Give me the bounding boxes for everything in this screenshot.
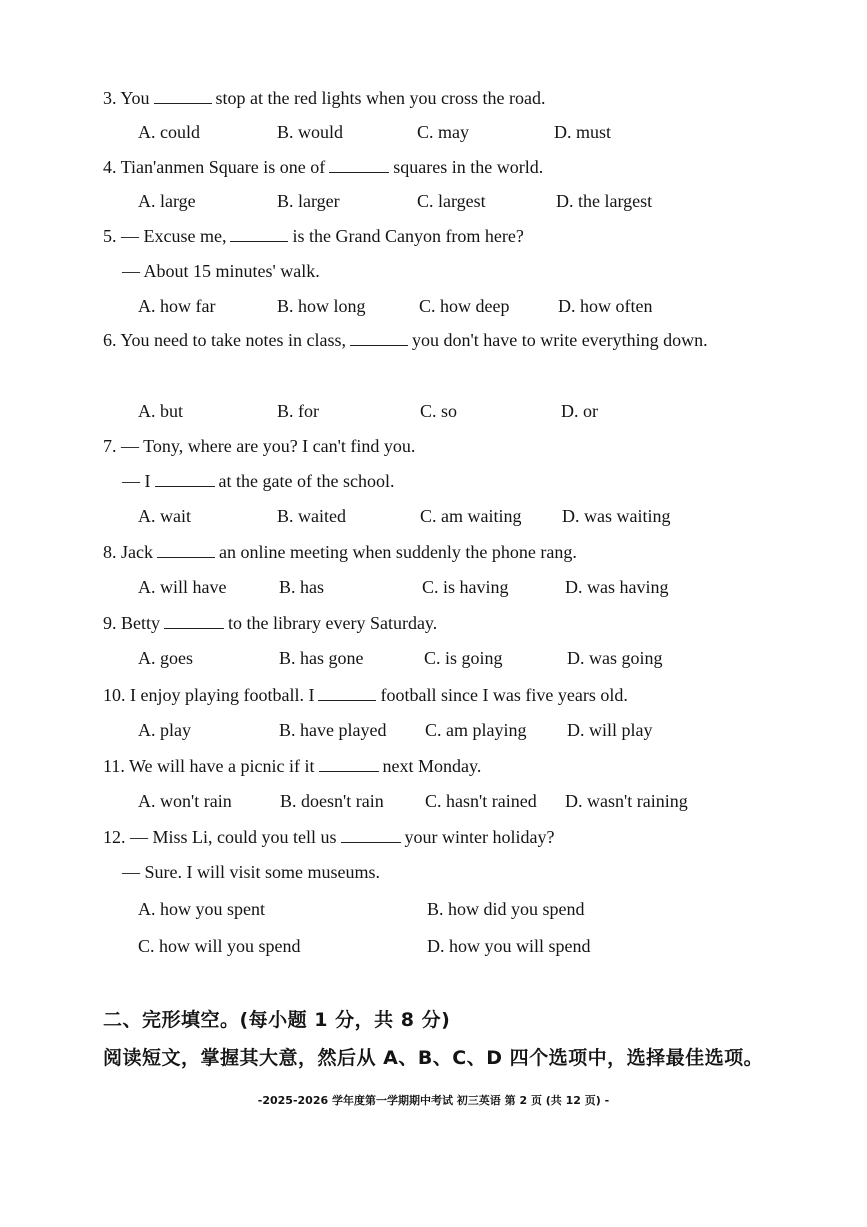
option-c: C. am playing <box>425 720 527 740</box>
options-12-row2 <box>138 936 758 960</box>
option-b: B. have played <box>279 720 387 740</box>
options-9 <box>138 648 758 672</box>
option-c: C. is having <box>422 577 509 597</box>
option-a: A. won't rain <box>138 791 232 811</box>
options-7 <box>138 506 758 530</box>
answer-blank <box>230 227 288 242</box>
option-b: B. larger <box>277 191 340 211</box>
option-a: A. goes <box>138 648 193 668</box>
option-d: D. the largest <box>556 191 653 211</box>
answer-blank <box>154 89 212 104</box>
option-d: D. must <box>554 122 612 142</box>
dialogue-answer: — About 15 minutes' walk. <box>122 261 320 281</box>
answer-blank <box>341 828 401 843</box>
question-12 <box>103 827 554 848</box>
answer-blank <box>329 158 389 173</box>
question-stem: 12. — Miss Li, could you tell us <box>103 827 337 847</box>
options-12-row1 <box>138 899 758 923</box>
question-4 <box>103 157 543 178</box>
option-d: D. was having <box>565 577 669 597</box>
option-d: D. how you will spend <box>427 936 591 956</box>
option-a: A. large <box>138 191 196 211</box>
dialogue-answer <box>122 471 394 492</box>
question-stem-end: your winter holiday? <box>404 827 555 847</box>
answer-blank <box>350 331 408 346</box>
question-stem-end: squares in the world. <box>393 157 544 177</box>
option-c: C. hasn't rained <box>425 791 537 811</box>
option-d: D. was waiting <box>562 506 671 526</box>
answer-blank <box>319 757 379 772</box>
options-5 <box>138 296 758 320</box>
question-stem: 5. — Excuse me, <box>103 226 227 246</box>
option-b: B. waited <box>277 506 346 526</box>
option-c: C. how deep <box>419 296 510 316</box>
options-10 <box>138 720 758 744</box>
option-a: A. how you spent <box>138 899 265 919</box>
question-stem: 3. You <box>103 88 150 108</box>
question-stem: 8. Jack <box>103 542 153 562</box>
question-10 <box>103 685 628 706</box>
question-stem-end: is the Grand Canyon from here? <box>292 226 524 246</box>
options-6 <box>138 401 758 425</box>
option-c: C. may <box>417 122 469 142</box>
question-6 <box>103 323 773 358</box>
question-8 <box>103 542 577 563</box>
question-stem-end: an online meeting when suddenly the phone rang. <box>218 542 577 562</box>
option-c: C. how will you spend <box>138 936 301 956</box>
dialogue-answer: — Sure. I will visit some museums. <box>122 862 380 882</box>
question-stem-end: football since I was five years old. <box>380 685 628 705</box>
question-stem: 11. We will have a picnic if it <box>103 756 315 776</box>
question-stem: 7. — Tony, where are you? I can't find you. <box>103 436 416 456</box>
question-3 <box>103 88 545 109</box>
options-11 <box>138 791 758 815</box>
options-4 <box>138 191 758 215</box>
option-d: D. or <box>561 401 598 421</box>
option-b: B. has gone <box>279 648 364 668</box>
option-d: D. will play <box>567 720 653 740</box>
answer-blank <box>157 543 215 558</box>
answer-blank <box>155 472 215 487</box>
option-c: C. is going <box>424 648 503 668</box>
options-3 <box>138 122 758 146</box>
option-b: B. doesn't rain <box>280 791 384 811</box>
option-c: C. so <box>420 401 458 421</box>
option-a: A. will have <box>138 577 227 597</box>
question-stem: 10. I enjoy playing football. I <box>103 685 315 705</box>
option-d: D. wasn't raining <box>565 791 688 811</box>
option-a: A. how far <box>138 296 216 316</box>
question-stem: 6. You need to take notes in class, <box>103 330 346 350</box>
option-a: A. play <box>138 720 191 740</box>
question-9 <box>103 613 437 634</box>
option-b: B. how did you spend <box>427 899 585 919</box>
question-stem: 9. Betty <box>103 613 160 633</box>
question-7 <box>103 436 415 457</box>
option-a: A. but <box>138 401 183 421</box>
section-title: 二、完形填空。(每小题 1 分，共 8 分) <box>103 1009 451 1031</box>
question-stem: 4. Tian'anmen Square is one of <box>103 157 326 177</box>
option-a: A. wait <box>138 506 191 526</box>
answer-blank <box>164 614 224 629</box>
question-stem-end: stop at the red lights when you cross the road. <box>215 88 546 108</box>
question-5 <box>103 226 524 247</box>
option-b: B. for <box>277 401 319 421</box>
question-11 <box>103 756 481 777</box>
option-d: D. was going <box>567 648 663 668</box>
answer-stem-end: at the gate of the school. <box>218 471 395 491</box>
question-stem-end: you don't have to write everything down. <box>411 330 708 350</box>
question-stem-end: to the library every Saturday. <box>228 613 438 633</box>
options-8 <box>138 577 758 601</box>
section-instruction: 阅读短文，掌握其大意，然后从 A、B、C、D 四个选项中，选择最佳选项。 <box>103 1047 764 1069</box>
option-b: B. would <box>277 122 344 142</box>
option-a: A. could <box>138 122 200 142</box>
question-stem-end: next Monday. <box>382 756 482 776</box>
option-d: D. how often <box>558 296 653 316</box>
option-c: C. largest <box>417 191 486 211</box>
answer-stem: — I <box>122 471 151 491</box>
page-footer: -2025-2026 学年度第一学期期中考试 初三英语 第 2 页 (共 12 页) - <box>257 1094 610 1107</box>
option-b: B. has <box>279 577 324 597</box>
option-b: B. how long <box>277 296 366 316</box>
option-c: C. am waiting <box>420 506 522 526</box>
answer-blank <box>318 686 376 701</box>
